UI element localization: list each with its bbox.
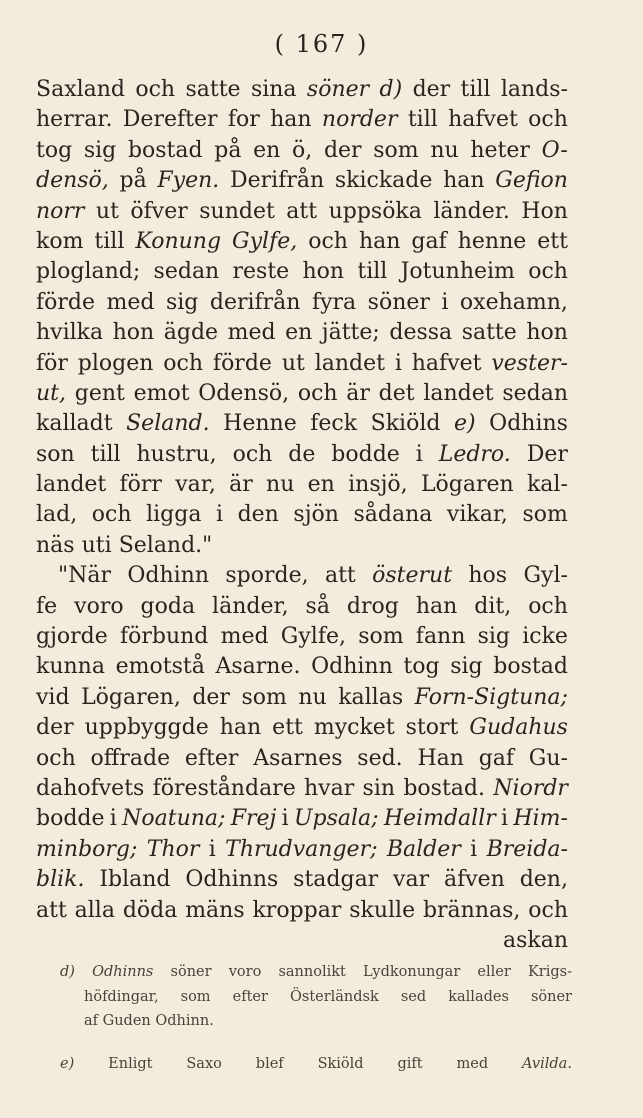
word: reste [232, 259, 290, 285]
text-line [36, 683, 568, 713]
word: kom [36, 228, 84, 254]
word: Asarne. [215, 654, 301, 680]
word: sjön [293, 502, 339, 528]
word: stort [405, 715, 459, 741]
word: landet [314, 350, 385, 376]
word: fann [415, 624, 466, 650]
text-line [36, 835, 568, 865]
word: den, [519, 867, 568, 893]
word: skulle [349, 897, 416, 923]
word: att [36, 897, 67, 923]
word: sedan [502, 380, 568, 406]
word: gent [74, 380, 125, 406]
text-line [36, 774, 568, 804]
word: gift [397, 1055, 423, 1072]
word: som [522, 502, 568, 528]
word: kunna [36, 654, 105, 680]
text-line [36, 896, 568, 926]
word: Lydkonungar [363, 964, 461, 980]
word: nu [266, 472, 295, 498]
word: Thrudvanger; [225, 836, 378, 862]
text-line [36, 440, 568, 470]
word: till [460, 77, 491, 102]
text-line [36, 500, 568, 530]
word: hon [302, 259, 345, 285]
word: Skiöld [370, 411, 441, 437]
main-text [36, 75, 568, 956]
word: d) [60, 964, 75, 980]
text-line [36, 713, 568, 743]
word: heter [470, 137, 530, 163]
word: i [441, 289, 449, 315]
word: med [456, 1055, 489, 1072]
word: hvar [304, 775, 355, 801]
word: landet [36, 472, 107, 498]
word: for [227, 107, 260, 133]
word: som [358, 624, 404, 650]
word: Odhinns [185, 867, 279, 893]
text-line [36, 470, 568, 500]
word: Saxland [36, 77, 125, 102]
word: hafvet [411, 350, 482, 376]
word: alla [74, 897, 115, 923]
word: Him- [513, 806, 568, 832]
word: och [163, 350, 204, 376]
word: skickade [334, 168, 433, 194]
text-line [36, 318, 568, 348]
word: Odhinn [127, 563, 210, 589]
word: är [229, 472, 253, 498]
word: sed [400, 988, 427, 1005]
word: sporde, [225, 563, 309, 589]
footnote-line [60, 1052, 572, 1077]
word: der [192, 684, 230, 710]
word: lad, [36, 502, 78, 528]
word: Derefter [122, 107, 218, 133]
word: emot [133, 380, 190, 406]
word: Gefion [495, 168, 568, 194]
text-line [36, 744, 568, 774]
word: som [241, 684, 287, 710]
word: han [443, 168, 485, 194]
word: Frej [230, 806, 277, 832]
text-line [36, 379, 568, 409]
word: efter [184, 745, 239, 771]
word: en [285, 320, 313, 346]
word: landet [423, 380, 494, 406]
word: i [501, 806, 509, 832]
word: henne [457, 228, 527, 254]
word: densö, [36, 168, 109, 194]
word: österut [372, 563, 453, 589]
word: Gudahus [469, 715, 568, 741]
text-line [36, 75, 568, 105]
word: i [415, 441, 423, 467]
word: kallas [338, 684, 404, 710]
word: der [323, 137, 362, 163]
word: i [281, 806, 289, 832]
word: sig [83, 137, 117, 163]
word: Lögaren [420, 472, 514, 498]
word: dahofvets [36, 775, 145, 801]
word: som [373, 137, 419, 163]
page-number: ( 167 ) [274, 30, 369, 58]
word: Odhinns [92, 964, 154, 980]
word: en [253, 137, 281, 163]
text-line [36, 136, 568, 166]
word: sannolikt [278, 964, 346, 980]
footnote-line [60, 960, 572, 985]
word: plogland; [36, 259, 141, 285]
word: mäns [185, 897, 245, 923]
word: ett [537, 228, 568, 254]
word: och [297, 380, 338, 406]
word: dit, [474, 593, 512, 619]
text-line [36, 652, 568, 682]
word: var [393, 867, 430, 893]
word: Derifrån [230, 168, 325, 194]
word: och [308, 228, 348, 254]
word: Der [526, 441, 568, 467]
text-line [36, 197, 568, 227]
word: bostad [493, 654, 568, 680]
word: de [288, 441, 316, 467]
word: och [91, 502, 132, 528]
word: O- [541, 137, 568, 163]
word: Upsala; [293, 806, 379, 832]
word: Ledro. [438, 441, 511, 467]
word: bodde [36, 806, 105, 832]
word: tog [403, 654, 440, 680]
word: han [270, 107, 312, 133]
word: der [412, 77, 451, 102]
word: vester- [491, 350, 568, 376]
word: emotstå [115, 654, 205, 680]
word: nu [298, 684, 327, 710]
word: förde [36, 289, 96, 315]
word: kal- [526, 472, 568, 498]
word: och [135, 77, 176, 102]
word: och [232, 441, 273, 467]
word: som [180, 988, 211, 1005]
word: ägde [163, 320, 219, 346]
word: stadgar [293, 867, 379, 893]
word: askan [502, 927, 568, 953]
text-line [36, 409, 568, 439]
word: ut [95, 198, 119, 224]
word: "När [58, 563, 112, 589]
word: bodde [331, 441, 400, 467]
word: förde [212, 350, 272, 376]
word: förr [119, 472, 162, 498]
word: ett [272, 715, 303, 741]
word: Lögaren, [81, 684, 181, 710]
word: hvilka [36, 320, 104, 346]
word: Han [417, 745, 464, 771]
word: öfver [130, 198, 188, 224]
word: gaf [478, 745, 515, 771]
word: voro [228, 964, 262, 980]
word: han [415, 593, 458, 619]
word: gaf [411, 228, 447, 254]
word: satte [461, 320, 517, 346]
text-line [36, 622, 568, 652]
word: vikar, [446, 502, 508, 528]
word: kallades [448, 988, 509, 1005]
text-line [36, 349, 568, 379]
word: Seland. [126, 411, 210, 437]
word: med [227, 320, 276, 346]
word: fyra [311, 289, 357, 315]
word: Heimdallr [383, 806, 496, 832]
word: Ibland [99, 867, 171, 893]
word: drog [346, 593, 399, 619]
word: satte [185, 77, 241, 102]
word: näs [36, 532, 75, 558]
word: äfven [443, 867, 505, 893]
text-line [36, 804, 568, 834]
word: son [36, 441, 75, 467]
word: sig [450, 654, 483, 680]
word: norder [321, 107, 398, 133]
word: Balder [386, 836, 461, 862]
word: der [36, 715, 74, 741]
word: för [36, 350, 68, 376]
text-line [36, 227, 568, 257]
text-line [36, 257, 568, 287]
footnote-line [60, 985, 572, 1010]
word: i [394, 350, 402, 376]
word: blef [255, 1055, 284, 1072]
word: Noatuna; [122, 806, 226, 832]
word: och [528, 259, 568, 285]
word: lands- [500, 77, 568, 102]
word: på [214, 137, 242, 163]
word: Forn-Sigtuna; [414, 684, 568, 710]
word: hon [112, 320, 155, 346]
word: söner [367, 289, 430, 315]
word: länder, [212, 593, 289, 619]
word: han [358, 228, 401, 254]
word: föreståndare [152, 775, 296, 801]
word: d) [379, 77, 403, 102]
word: var, [175, 472, 216, 498]
word: till [407, 107, 438, 133]
word: han [219, 715, 262, 741]
word: sig [477, 624, 511, 650]
word: Gylfe, [232, 228, 298, 254]
word: länder. [433, 198, 510, 224]
word: bostad. [403, 775, 485, 801]
text-line [36, 288, 568, 318]
word: dessa [389, 320, 453, 346]
word: det [378, 380, 415, 406]
word: till [357, 259, 388, 285]
text-line [36, 561, 568, 591]
word: Gu- [528, 745, 568, 771]
word: hon [526, 320, 568, 346]
word: Odhinn [311, 654, 393, 680]
word: Odhins [489, 411, 568, 437]
word: tog [36, 137, 73, 163]
word: sundet [199, 198, 275, 224]
word: Asarnes [253, 745, 343, 771]
word: feck [310, 411, 358, 437]
word: Odensö, [198, 380, 290, 406]
word: med [106, 289, 155, 315]
word: en [307, 472, 335, 498]
text-line [36, 865, 568, 895]
word: bostad [127, 137, 203, 163]
word: voro [74, 593, 124, 619]
word: eller [477, 964, 511, 980]
word: Niordr [493, 775, 568, 801]
word: Guden [102, 1013, 151, 1029]
word: minborg; [36, 836, 138, 862]
word: uppbyggde [84, 715, 209, 741]
word: höfdingar, [84, 988, 159, 1005]
word: Jotunheim [400, 259, 515, 285]
word: i [109, 806, 117, 832]
word: förbund [119, 624, 209, 650]
word: den [237, 502, 279, 528]
word: ligga [146, 502, 202, 528]
word: goda [140, 593, 196, 619]
word: Enligt [108, 1055, 153, 1072]
word: sig [165, 289, 199, 315]
word: derifrån [209, 289, 301, 315]
word: och [528, 593, 568, 619]
word: af [84, 1013, 99, 1029]
footnote-line [60, 1009, 572, 1034]
word: att [286, 198, 318, 224]
word: Konung [135, 228, 222, 254]
word: till [90, 441, 121, 467]
word: så [305, 593, 330, 619]
word: söner [530, 988, 572, 1005]
word: gjorde [36, 624, 108, 650]
word: Odhinn. [155, 1013, 214, 1029]
word: Breida- [486, 836, 568, 862]
word: hos [468, 563, 508, 589]
word: söner [306, 77, 370, 102]
word: vid [36, 684, 70, 710]
word: döda [122, 897, 178, 923]
word: norr [36, 198, 85, 224]
word: till [94, 228, 125, 254]
word: nu [430, 137, 459, 163]
word: Avilda. [522, 1055, 572, 1072]
word: kalladt [36, 411, 113, 437]
word: Henne [223, 411, 297, 437]
word: offrade [90, 745, 171, 771]
word: kroppar [252, 897, 342, 923]
word: sedan [153, 259, 220, 285]
word: och [36, 745, 76, 771]
word: är [346, 380, 370, 406]
word: söner [170, 964, 212, 980]
word: mycket [313, 715, 395, 741]
word: Gyl- [523, 563, 568, 589]
word: på [119, 168, 147, 194]
word: sed. [357, 745, 403, 771]
word: hafvet [448, 107, 518, 133]
word: e) [60, 1055, 75, 1072]
word: efter [232, 988, 268, 1005]
word: Thor [146, 836, 200, 862]
word: e) [454, 411, 476, 437]
word: ut [281, 350, 305, 376]
text-line [36, 166, 568, 196]
word: sin [362, 775, 396, 801]
word: och [528, 897, 568, 923]
word: i [215, 502, 224, 528]
word: herrar. [36, 107, 113, 133]
word: hustru, [136, 441, 217, 467]
word: Gylfe, [280, 624, 346, 650]
text-line [36, 105, 568, 135]
word: ut, [36, 380, 67, 406]
word: Österländsk [289, 988, 379, 1005]
word: ö, [292, 137, 313, 163]
word: Skiöld [317, 1055, 364, 1072]
footnotes [60, 960, 572, 1076]
word: Hon [521, 198, 568, 224]
word: uti [81, 532, 112, 558]
word: icke [522, 624, 568, 650]
word: Seland." [118, 532, 213, 558]
word: brännas, [422, 897, 521, 923]
word: fe [36, 593, 58, 619]
word: jätte; [321, 320, 380, 346]
word: Krigs- [527, 964, 572, 980]
word: oxehamn, [459, 289, 568, 315]
text-line [36, 926, 568, 956]
word: plogen [77, 350, 154, 376]
word: sina [250, 77, 297, 102]
word: Fyen. [157, 168, 220, 194]
word: sådana [353, 502, 433, 528]
word: i [208, 836, 216, 862]
word: blik. [36, 867, 85, 893]
word: och [528, 107, 568, 133]
text-line [36, 592, 568, 622]
word: att [324, 563, 356, 589]
word: i [470, 836, 478, 862]
word: med [220, 624, 269, 650]
text-line [36, 531, 568, 561]
word: insjö, [348, 472, 408, 498]
word: uppsöka [328, 198, 422, 224]
word: Saxo [186, 1055, 222, 1072]
